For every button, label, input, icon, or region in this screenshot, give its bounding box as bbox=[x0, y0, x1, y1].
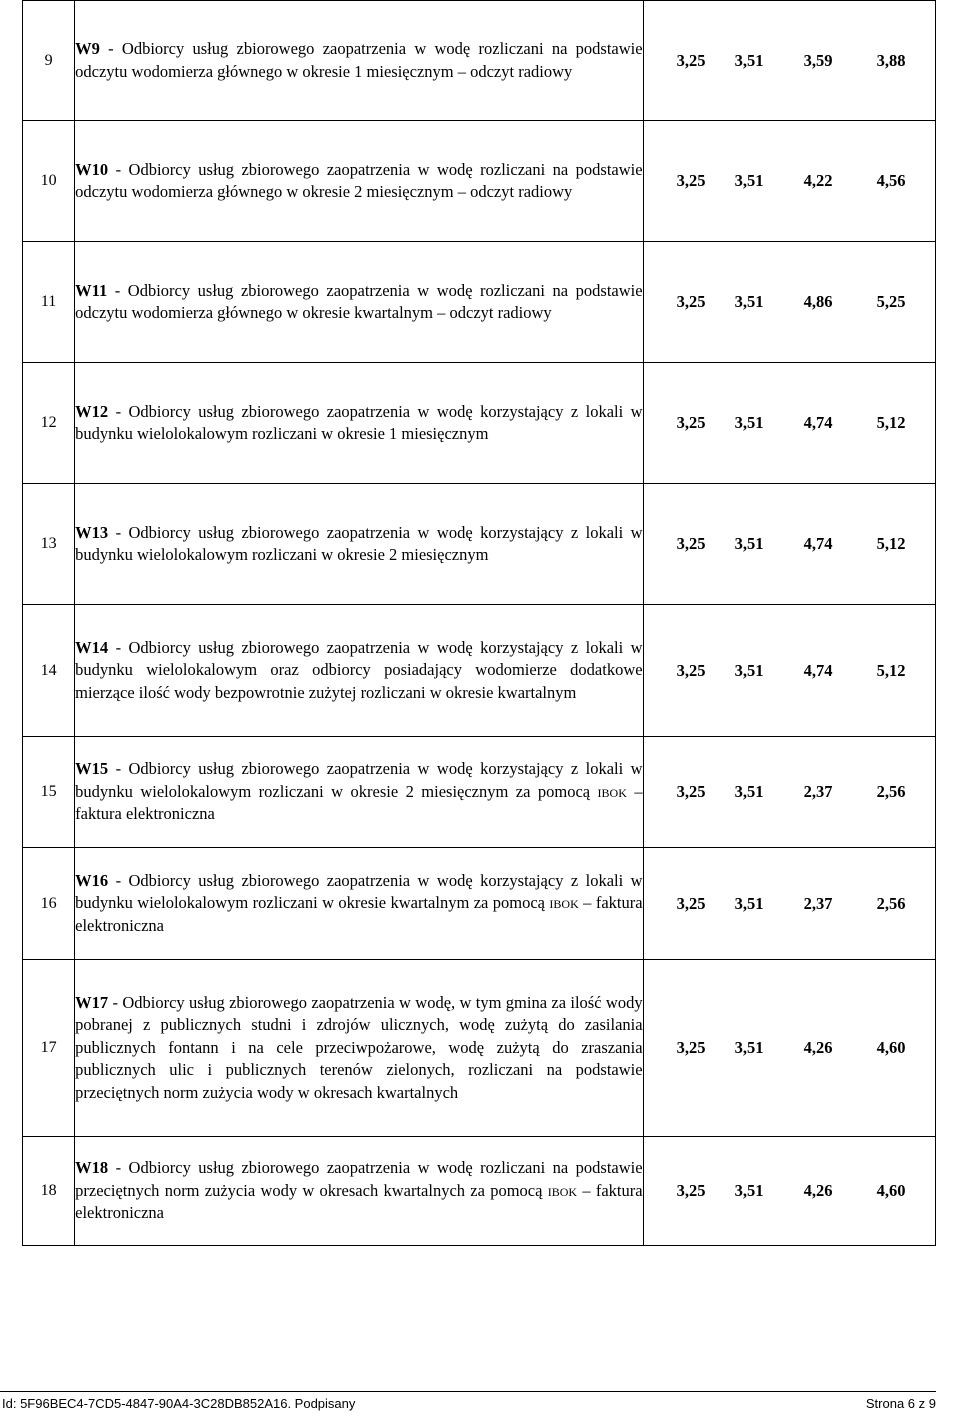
price-values-cell bbox=[643, 737, 935, 848]
tariff-code: W16 bbox=[75, 870, 109, 890]
row-number-cell: 15 bbox=[23, 737, 75, 848]
tariff-code: W15 bbox=[75, 759, 109, 779]
row-number-cell: 14 bbox=[23, 605, 75, 737]
tariff-description bbox=[75, 870, 642, 938]
price-values-cell bbox=[643, 1, 935, 121]
price-values bbox=[644, 894, 935, 914]
price-values-cell bbox=[643, 1137, 935, 1246]
tariff-description-cell bbox=[75, 242, 643, 363]
row-number-cell: 9 bbox=[23, 1, 75, 121]
row-number-cell: 12 bbox=[23, 363, 75, 484]
price-value-1: 3,25 bbox=[676, 413, 706, 432]
tariff-text: - Odbiorcy usług zbiorowego zaopatrzenia w wodę korzystający z lokali w budynku wielolokalowym rozliczani w okresie 2 miesięcznym za pomocą bbox=[75, 759, 643, 801]
price-value-3: 4,26 bbox=[803, 1038, 833, 1057]
price-values-cell bbox=[643, 484, 935, 605]
tariff-description-cell bbox=[75, 363, 643, 484]
table-row bbox=[23, 605, 936, 737]
price-value-1: 3,25 bbox=[676, 1038, 706, 1057]
price-values bbox=[644, 51, 935, 71]
tariff-description bbox=[75, 758, 642, 826]
table-body bbox=[23, 1, 936, 1246]
price-value-1: 3,25 bbox=[676, 534, 706, 553]
tariff-description bbox=[75, 522, 642, 567]
tariff-description-cell bbox=[75, 737, 643, 848]
table-row bbox=[23, 242, 936, 363]
price-value-1: 3,25 bbox=[676, 893, 706, 913]
tariff-code: W18 bbox=[75, 1158, 109, 1178]
price-values-cell bbox=[643, 605, 935, 737]
tariff-text: - Odbiorcy usług zbiorowego zaopatrzenia w wodę rozliczani na podstawie odczytu wodomierza głównego w okresie 2 miesięcznym – odczyt radiowy bbox=[75, 159, 643, 201]
table-row bbox=[23, 1137, 936, 1246]
tariff-description-cell bbox=[75, 1137, 643, 1246]
price-value-4: 3,88 bbox=[876, 50, 906, 70]
price-values-cell bbox=[643, 848, 935, 960]
price-value-4: 5,12 bbox=[876, 660, 906, 680]
tariff-description-cell bbox=[75, 121, 643, 242]
page-footer bbox=[0, 1391, 936, 1416]
price-values bbox=[644, 171, 935, 191]
price-value-1: 3,25 bbox=[676, 1181, 706, 1200]
table-row bbox=[23, 363, 936, 484]
ibok-label: ibok bbox=[597, 781, 627, 801]
tariff-description bbox=[75, 401, 642, 446]
table-row bbox=[23, 960, 936, 1137]
tariff-description bbox=[75, 159, 642, 204]
price-values bbox=[644, 1181, 935, 1201]
tariff-code: W13 bbox=[75, 522, 109, 542]
table-row bbox=[23, 484, 936, 605]
table-row bbox=[23, 737, 936, 848]
tariff-text: - Odbiorcy usług zbiorowego zaopatrzenia w wodę rozliczani na podstawie odczytu wodomierza głównego w okresie kwartalnym – odczyt radiowy bbox=[75, 280, 643, 322]
price-value-4: 2,56 bbox=[876, 782, 906, 801]
price-value-1: 3,25 bbox=[676, 292, 706, 311]
price-value-3: 4,26 bbox=[803, 1181, 833, 1200]
tariff-description-cell bbox=[75, 484, 643, 605]
price-value-3: 4,86 bbox=[803, 292, 833, 311]
price-value-1: 3,25 bbox=[676, 171, 706, 190]
ibok-label: ibok bbox=[549, 893, 579, 913]
tariff-table bbox=[22, 0, 936, 1246]
tariff-code: W12 bbox=[75, 401, 109, 421]
row-number-cell: 18 bbox=[23, 1137, 75, 1246]
price-value-4: 4,56 bbox=[876, 171, 906, 190]
tariff-text: - Odbiorcy usług zbiorowego zaopatrzenia w wodę, w tym gmina za ilość wody pobranej z publicznych studni i zdrojów ulicznych, wodę zużytą do zasilania publicznych fontann i na cele przeciwpożarowe, wodę zużytą do zraszania publicznych ulic i publicznych terenów zielonych, rozliczani na podstawie przeciętnych norm zużycia wody w okresach kwartalnych bbox=[75, 992, 643, 1102]
price-values bbox=[644, 661, 935, 681]
tariff-description bbox=[75, 280, 642, 325]
tariff-text-suffix: – faktura elektroniczna bbox=[75, 1180, 643, 1223]
tariff-text: - Odbiorcy usług zbiorowego zaopatrzenia w wodę rozliczani na podstawie odczytu wodomierza głównego w okresie 1 miesięcznym – odczyt radiowy bbox=[75, 39, 643, 81]
price-value-2: 3,51 bbox=[734, 660, 764, 680]
price-value-4: 4,60 bbox=[876, 1038, 906, 1057]
tariff-description-cell bbox=[75, 605, 643, 737]
tariff-text-suffix: – faktura elektroniczna bbox=[75, 893, 643, 935]
row-number-cell: 16 bbox=[23, 848, 75, 960]
tariff-text: - Odbiorcy usług zbiorowego zaopatrzenia w wodę korzystający z lokali w budynku wielolokalowym rozliczani w okresie kwartalnym za pomocą bbox=[75, 870, 643, 913]
price-value-1: 3,25 bbox=[676, 50, 706, 70]
price-values-cell bbox=[643, 242, 935, 363]
price-value-4: 5,25 bbox=[876, 292, 906, 311]
price-value-4: 5,12 bbox=[876, 413, 906, 432]
price-value-2: 3,51 bbox=[734, 171, 764, 190]
table-row bbox=[23, 848, 936, 960]
tariff-code: W10 bbox=[75, 159, 109, 179]
price-value-2: 3,51 bbox=[734, 1038, 764, 1057]
price-value-2: 3,51 bbox=[734, 534, 764, 553]
tariff-text: - Odbiorcy usług zbiorowego zaopatrzenia w wodę korzystający z lokali w budynku wielolokalowym rozliczani w okresie 2 miesięcznym bbox=[75, 522, 643, 564]
price-value-3: 2,37 bbox=[803, 782, 833, 801]
price-values bbox=[644, 534, 935, 554]
price-value-3: 4,74 bbox=[803, 534, 833, 553]
tariff-description bbox=[75, 1157, 642, 1225]
price-value-2: 3,51 bbox=[734, 1181, 764, 1200]
document-id-text: Id: 5F96BEC4-7CD5-4847-90A4-3C28DB852A16. Podpisany bbox=[2, 1396, 356, 1411]
page-number-text: Strona 6 z 9 bbox=[865, 1396, 936, 1411]
row-number-cell: 13 bbox=[23, 484, 75, 605]
price-value-2: 3,51 bbox=[734, 782, 764, 801]
table-row bbox=[23, 1, 936, 121]
tariff-text: - Odbiorcy usług zbiorowego zaopatrzenia w wodę korzystający z lokali w budynku wielolokalowym oraz odbiorcy posiadający wodomierze dodatkowe mierzące ilość wody bezpowrotnie zużytej rozliczani w okresie kwartalnym bbox=[75, 637, 643, 702]
tariff-code: W11 bbox=[75, 280, 108, 300]
price-value-3: 4,74 bbox=[803, 413, 833, 432]
price-value-4: 4,60 bbox=[876, 1181, 906, 1200]
row-number-cell: 17 bbox=[23, 960, 75, 1137]
price-value-3: 4,22 bbox=[803, 171, 833, 190]
price-values bbox=[644, 1038, 935, 1058]
tariff-text-suffix: – faktura elektroniczna bbox=[75, 781, 643, 824]
table-row bbox=[23, 121, 936, 242]
tariff-text: - Odbiorcy usług zbiorowego zaopatrzenia w wodę rozliczani na podstawie przeciętnych norm zużycia wody w okresach kwartalnych za pomocą bbox=[75, 1158, 643, 1200]
price-value-2: 3,51 bbox=[734, 893, 764, 913]
price-value-3: 2,37 bbox=[803, 893, 833, 913]
price-values-cell bbox=[643, 363, 935, 484]
price-value-3: 4,74 bbox=[803, 660, 833, 680]
price-values-cell bbox=[643, 121, 935, 242]
price-value-3: 3,59 bbox=[803, 50, 833, 70]
price-value-1: 3,25 bbox=[676, 782, 706, 801]
row-number-cell: 11 bbox=[23, 242, 75, 363]
tariff-code: W9 bbox=[75, 39, 100, 58]
price-value-2: 3,51 bbox=[734, 413, 764, 432]
price-value-1: 3,25 bbox=[676, 660, 706, 680]
ibok-label: ibok bbox=[547, 1180, 578, 1200]
price-value-2: 3,51 bbox=[734, 292, 764, 311]
price-values bbox=[644, 782, 935, 802]
price-value-2: 3,51 bbox=[734, 50, 764, 70]
tariff-description bbox=[75, 637, 642, 705]
tariff-description bbox=[75, 38, 642, 83]
price-values bbox=[644, 413, 935, 433]
tariff-description bbox=[75, 992, 642, 1105]
tariff-code: W17 bbox=[75, 992, 109, 1012]
price-value-4: 5,12 bbox=[876, 534, 906, 553]
price-values bbox=[644, 292, 935, 312]
row-number-cell: 10 bbox=[23, 121, 75, 242]
tariff-code: W14 bbox=[75, 637, 109, 657]
price-values-cell bbox=[643, 960, 935, 1137]
tariff-description-cell bbox=[75, 1, 643, 121]
tariff-description-cell bbox=[75, 960, 643, 1137]
tariff-description-cell bbox=[75, 848, 643, 960]
tariff-text: - Odbiorcy usług zbiorowego zaopatrzenia w wodę korzystający z lokali w budynku wielolokalowym rozliczani w okresie 1 miesięcznym bbox=[75, 401, 643, 443]
price-value-4: 2,56 bbox=[876, 893, 906, 913]
